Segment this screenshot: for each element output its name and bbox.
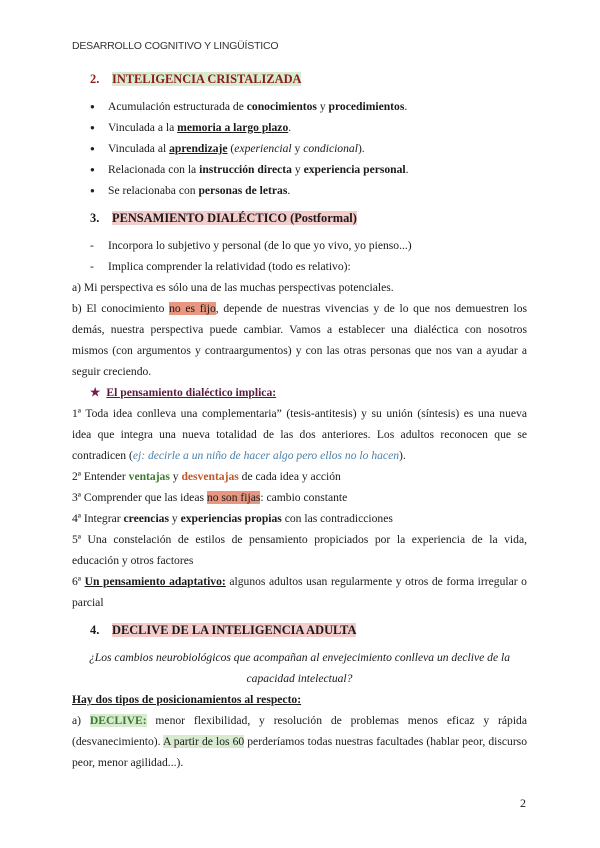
section-2-heading <box>72 69 527 90</box>
star-icon: ★ <box>90 386 101 399</box>
list-item: - Implica comprender la relatividad (todo es relativo): <box>90 256 527 277</box>
item-4: 4ª Integrar creencias y experiencias propias con las contradicciones <box>72 512 393 525</box>
page-number: 2 <box>520 796 526 810</box>
section-2-list <box>72 96 527 201</box>
paragraph-b: b) El conocimiento no es fijo, depende de nuestras vivencias y de lo que nos demuestren los demás, nuestra perspectiva puede cambiar. Vamos a establecer una dialéctica con nosotros mismos (con argumentos y contraargumentos) y con las otras personas que nos van a ayudar a seguir creciendo. <box>72 302 527 378</box>
item-1: 1ª Toda idea conlleva una complementaria” (tesis-antitesis) y su unión (síntesis) es una nueva idea que integra una nueva totalidad de las dos anteriores. Los adultos reconocen que se contradicen (ej: decirle a un niño de hacer algo pero ellos no lo hacen). <box>72 407 527 462</box>
list-item: ● Relacionada con la instrucción directa y experiencia personal. <box>90 159 527 180</box>
subheading-positions: Hay dos tipos de posicionamientos al respecto: <box>72 693 302 706</box>
item-3: 3ª Comprender que las ideas no son fijas: cambio constante <box>72 491 348 504</box>
section-3-dash-list <box>72 235 527 277</box>
section-number: 4. <box>90 623 100 637</box>
question: ¿Los cambios neurobiológicos que acompañan al envejecimiento conlleva un declive de la capacidad intelectual? <box>88 651 511 685</box>
section-title: DECLIVE DE LA INTELIGENCIA ADULTA <box>112 623 357 637</box>
list-item: - Incorpora lo subjetivo y personal (de lo que yo vivo, yo pienso...) <box>90 235 527 256</box>
running-header: DESARROLLO COGNITIVO Y LINGÜÍSTICO <box>72 40 279 52</box>
subheading-dialectic: ★ El pensamiento dialéctico implica: <box>72 382 527 403</box>
section-3-heading <box>72 208 527 229</box>
paragraph-declive: a) DECLIVE: menor flexibilidad, y resolución de problemas menos eficaz y rápida (desvanecimiento). A partir de los 60 perderíamos todas nuestras facultades (hablar peor, discurso peor, menor agilidad...). <box>72 714 527 769</box>
item-5: 5ª Una constelación de estilos de pensamiento propiciados por la experiencia de la vida, educación y otros factores <box>72 533 527 567</box>
item-6: 6ª Un pensamiento adaptativo: algunos adultos usan regularmente y otros de forma irregular o parcial <box>72 575 527 609</box>
paragraph-a: a) Mi perspectiva es sólo una de las muchas perspectivas potenciales. <box>72 281 394 294</box>
list-item: ● Vinculada al aprendizaje (experiencial y condicional). <box>90 138 527 159</box>
section-4-heading <box>72 620 527 641</box>
section-title: PENSAMIENTO DIALÉCTICO (Postformal) <box>112 211 357 225</box>
list-item: ● Se relacionaba con personas de letras. <box>90 180 527 201</box>
list-item: ● Vinculada a la memoria a largo plazo. <box>90 117 527 138</box>
list-item: ● Acumulación estructurada de conocimientos y procedimientos. <box>90 96 527 117</box>
page-body <box>72 62 527 773</box>
section-number: 3. <box>90 211 100 225</box>
section-number: 2. <box>90 72 100 86</box>
item-2: 2ª Entender ventajas y desventajas de cada idea y acción <box>72 470 341 483</box>
section-title: INTELIGENCIA CRISTALIZADA <box>112 72 302 86</box>
